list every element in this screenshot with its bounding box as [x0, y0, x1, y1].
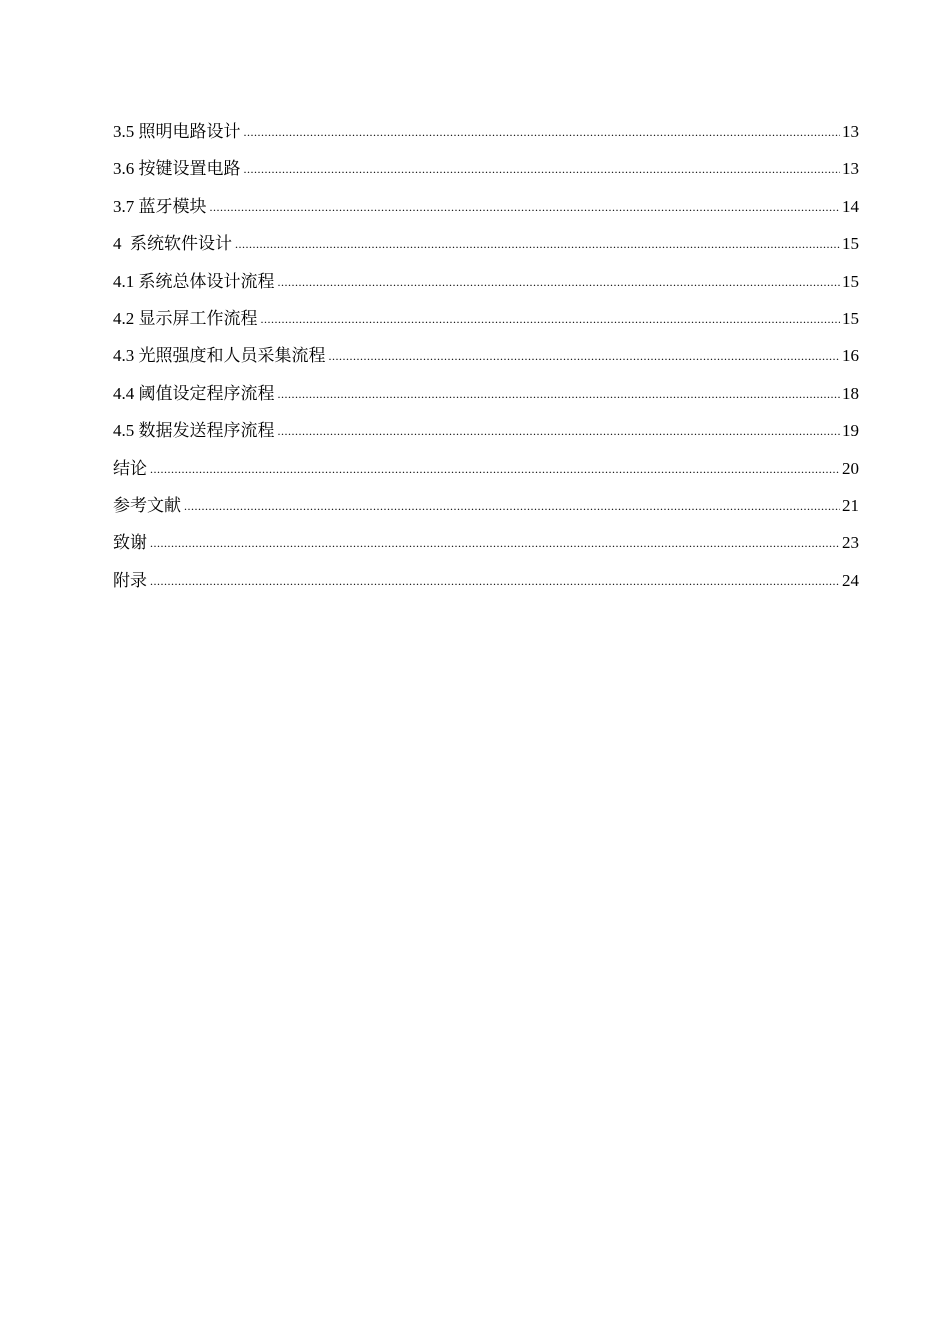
toc-page-number: 15: [842, 308, 859, 328]
toc-entry[interactable]: [113, 194, 859, 231]
toc-entry-title: 3.5 照明电路设计: [113, 122, 241, 141]
toc-entry[interactable]: [113, 418, 859, 455]
toc-dot-leader: [150, 568, 840, 594]
toc-entry-title: 4.4 阈值设定程序流程: [113, 383, 275, 403]
toc-dot-leader: [235, 231, 840, 257]
toc-dot-leader: [261, 306, 841, 332]
toc-page-number: 18: [842, 383, 859, 403]
toc-page-number: 21: [842, 495, 859, 515]
table-of-contents: [113, 119, 859, 605]
toc-entry-title: 4.5 数据发送程序流程: [113, 421, 275, 441]
toc-dot-leader: [278, 269, 841, 295]
toc-dot-leader: [244, 119, 841, 145]
toc-page-number: 15: [842, 271, 859, 291]
toc-dot-leader: [150, 530, 840, 556]
toc-entry[interactable]: [113, 231, 859, 268]
toc-entry-title: 3.6 按键设置电路: [113, 159, 241, 179]
toc-dot-leader: [184, 493, 840, 519]
toc-entry-title: 致谢: [113, 533, 147, 553]
toc-entry[interactable]: [113, 269, 859, 306]
toc-dot-leader: [278, 381, 841, 407]
toc-page-number: 20: [842, 458, 859, 478]
toc-entry[interactable]: [113, 343, 859, 380]
toc-entry[interactable]: [113, 568, 859, 605]
toc-page-number: 13: [842, 159, 859, 179]
toc-dot-leader: [150, 456, 840, 482]
toc-entry-title: 附录: [113, 570, 147, 590]
toc-entry[interactable]: [113, 456, 859, 493]
toc-entry[interactable]: [113, 493, 859, 530]
toc-page-number: 24: [842, 570, 859, 590]
toc-dot-leader: [329, 343, 841, 369]
toc-page-number: 14: [842, 196, 859, 216]
toc-entry-title: 3.7 蓝牙模块: [113, 196, 207, 216]
toc-entry-title: 结论: [113, 458, 147, 478]
toc-page-number: 19: [842, 421, 859, 441]
toc-page-number: 23: [842, 533, 859, 553]
toc-dot-leader: [210, 194, 841, 220]
toc-entry[interactable]: [113, 306, 859, 343]
toc-entry[interactable]: [113, 156, 859, 193]
toc-entry-title: 4 系统软件设计: [113, 234, 232, 254]
toc-entry[interactable]: [113, 530, 859, 567]
toc-dot-leader: [244, 156, 841, 182]
toc-entry-title: 4.3 光照强度和人员采集流程: [113, 346, 326, 366]
toc-dot-leader: [278, 418, 841, 444]
toc-entry[interactable]: [113, 381, 859, 418]
toc-entry-title: 4.1 系统总体设计流程: [113, 271, 275, 291]
toc-page-number: 13: [842, 122, 859, 141]
toc-entry-title: 4.2 显示屏工作流程: [113, 308, 258, 328]
toc-entry[interactable]: [113, 119, 859, 156]
toc-entry-title: 参考文献: [113, 495, 181, 515]
toc-page-number: 16: [842, 346, 859, 366]
toc-page-number: 15: [842, 234, 859, 254]
